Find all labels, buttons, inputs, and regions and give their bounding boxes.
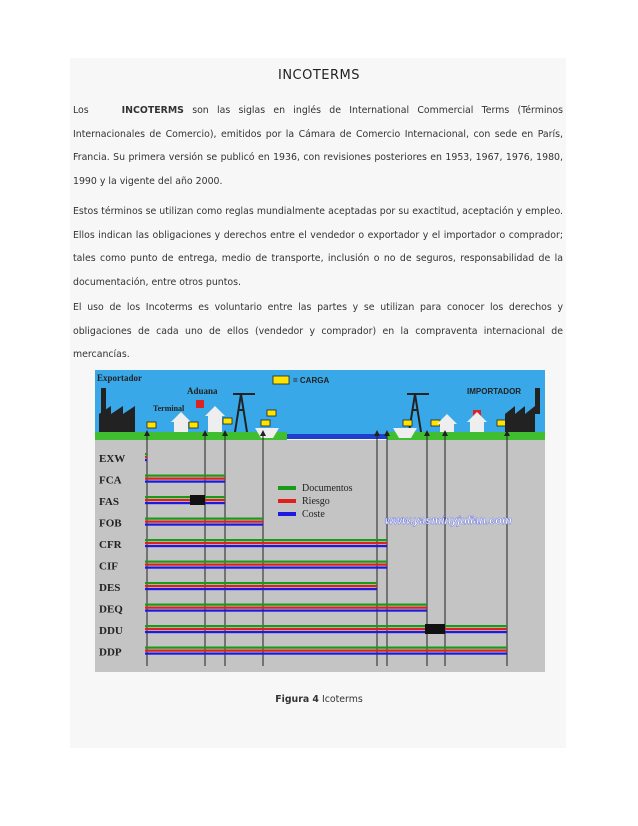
term-label-cif: CIF bbox=[99, 560, 118, 573]
term-label-ddp: DDP bbox=[99, 646, 122, 659]
term-bar-ddp-risk bbox=[145, 650, 507, 652]
term-bar-des-cost bbox=[145, 588, 377, 590]
term-bar-exw-cost bbox=[145, 459, 147, 461]
figure-caption bbox=[0, 694, 638, 705]
figure-sea bbox=[287, 434, 387, 439]
term-bar-cif-documents bbox=[145, 561, 387, 563]
term-bar-fas-risk bbox=[145, 499, 225, 501]
term-label-fob: FOB bbox=[99, 517, 122, 530]
term-bar-cif-risk bbox=[145, 564, 387, 566]
term-bar-cfr-documents bbox=[145, 539, 387, 541]
term-bar-deq-cost bbox=[145, 610, 427, 612]
term-bar-fas-cost bbox=[145, 502, 225, 504]
importer-label: IMPORTADOR bbox=[467, 387, 522, 396]
incoterms-figure bbox=[95, 370, 545, 672]
customs-label: Aduana bbox=[187, 386, 218, 396]
term-bar-des-documents bbox=[145, 582, 377, 584]
legend-documents-label: Documentos bbox=[302, 483, 353, 494]
exporter-label: Exportador bbox=[97, 373, 142, 383]
legend-risk-swatch bbox=[278, 499, 296, 503]
term-bar-ddu-risk bbox=[145, 628, 507, 630]
paragraph-usage: Estos términos se utilizan como reglas mundialmente aceptadas por su exactitud, aceptación y empleo. Ellos indican las obligaciones y derechos entre el vendedor o exportador y el importador o comprador; tales como punto de entrega, medio de transporte, inclusión o no de seguros, responsabilidad de la documentación, entre otros puntos. bbox=[73, 206, 563, 288]
transfer-box-fas bbox=[190, 495, 205, 505]
term-bar-fob-risk bbox=[145, 521, 263, 523]
legend-documents-swatch bbox=[278, 486, 296, 490]
term-bar-fca-documents bbox=[145, 475, 225, 477]
term-label-fca: FCA bbox=[99, 474, 122, 487]
transfer-box-ddu bbox=[425, 624, 445, 634]
intro-lead-word: Los bbox=[73, 105, 89, 116]
page-title: INCOTERMS bbox=[277, 68, 361, 83]
term-bar-ddu-documents bbox=[145, 625, 507, 627]
term-label-cfr: CFR bbox=[99, 539, 122, 551]
term-bar-deq-risk bbox=[145, 607, 427, 609]
term-bar-cfr-risk bbox=[145, 542, 387, 544]
term-bar-cfr-cost bbox=[145, 545, 387, 547]
term-label-fas: FAS bbox=[99, 496, 119, 508]
term-label-des: DES bbox=[99, 582, 121, 594]
paragraph-intro bbox=[73, 99, 563, 193]
term-bar-deq-documents bbox=[145, 604, 427, 606]
term-bar-fob-documents bbox=[145, 518, 263, 520]
legend-cost-swatch bbox=[278, 512, 296, 516]
term-label-deq: DEQ bbox=[99, 603, 123, 616]
term-bar-cif-cost bbox=[145, 567, 387, 569]
caption-label: Figura 4 bbox=[275, 694, 319, 705]
term-bar-exw-documents bbox=[145, 453, 147, 455]
term-label-exw: EXW bbox=[99, 453, 126, 465]
term-bar-ddp-documents bbox=[145, 647, 507, 649]
term-bar-fas-documents bbox=[145, 496, 225, 498]
term-bar-fca-cost bbox=[145, 481, 225, 483]
term-bar-fca-risk bbox=[145, 478, 225, 480]
legend-risk-label: Riesgo bbox=[302, 496, 330, 507]
watermark-text: www.yasminyjulian.com bbox=[385, 515, 512, 527]
term-bar-ddp-cost bbox=[145, 653, 507, 655]
paragraph-voluntary: El uso de los Incoterms es voluntario entre las partes y se utilizan para conocer los derechos y obligaciones de cada uno de ellos (vendedor y comprador) en la compraventa internacional de mercancías. bbox=[73, 302, 563, 360]
cargo-legend-label: = CARGA bbox=[293, 376, 330, 385]
term-label-ddu: DDU bbox=[99, 625, 123, 637]
term-bar-fob-cost bbox=[145, 524, 263, 526]
legend-cost-label: Coste bbox=[302, 509, 325, 520]
caption-text: Icoterms bbox=[321, 694, 363, 705]
intro-term: INCOTERMS bbox=[121, 105, 184, 116]
terminal-label: Terminal bbox=[153, 404, 185, 413]
intro-text: son las siglas en inglés de International Commercial Terms (Términos Internacionales de Comercio), emitidos por la Cámara de Comercio Internacional, con sede en París, Francia. Su primera versión se publicó en 1936, con revisiones posteriores en 1953, 1967, 1976, 1980, 1990 y la vigente del año 2000. bbox=[73, 105, 564, 187]
term-bar-des-risk bbox=[145, 585, 377, 587]
term-bar-exw-risk bbox=[145, 456, 147, 458]
term-bar-ddu-cost bbox=[145, 631, 507, 633]
